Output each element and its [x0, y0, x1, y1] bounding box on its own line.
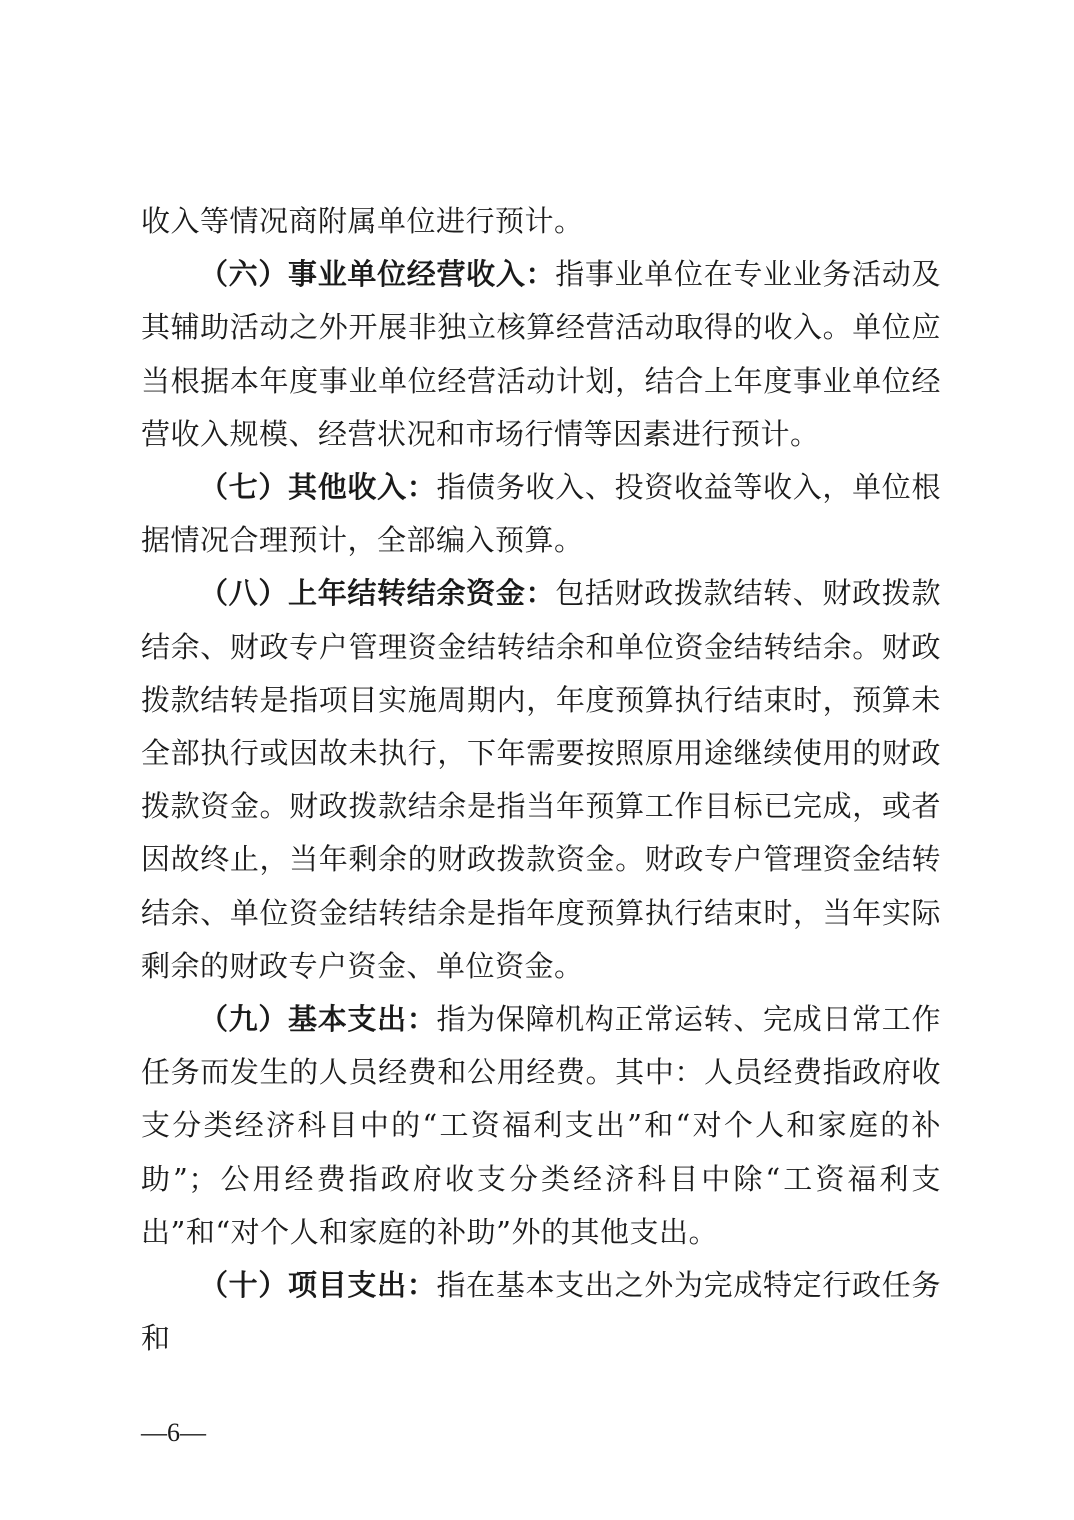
paragraph-label: （十）项目支出： — [199, 1268, 437, 1303]
paragraph-label: （七）其他收入： — [199, 470, 437, 505]
page-number: —6— — [141, 1418, 206, 1447]
document-body — [141, 195, 941, 1365]
paragraph-text: 包括财政拨款结转、财政拨款结余、财政专户管理资金结转结余和单位资金结转结余。财政拨款结转是指项目实施周期内，年度预算执行结束时，预算未全部执行或因故未执行，下年需要按照原用途继续使用的财政拨款资金。财政拨款结余是指当年预算工作目标已完成，或者因故终止，当年剩余的财政拨款资金。财政专户管理资金结转结余、单位资金结转结余是指年度预算执行结束时，当年实际剩余的财政专户资金、单位资金。 — [141, 576, 941, 983]
paragraph-text: 指债务收入、投资收益等收入，单位根据情况合理预计，全部编入预算。 — [141, 470, 941, 558]
paragraph-carryover-funds — [141, 567, 941, 993]
paragraph-label: （六）事业单位经营收入： — [199, 257, 556, 292]
paragraph-other-income — [141, 461, 941, 567]
paragraph-continuation — [141, 195, 941, 248]
paragraph-project-expenditure — [141, 1259, 941, 1365]
paragraph-label: （九）基本支出： — [199, 1002, 437, 1037]
paragraph-label: （八）上年结转结余资金： — [199, 576, 556, 611]
paragraph-basic-expenditure — [141, 993, 941, 1259]
paragraph-text: 指为保障机构正常运转、完成日常工作任务而发生的人员经费和公用经费。其中：人员经费指政府收支分类经济科目中的“工资福利支出”和“对个人和家庭的补助”；公用经费指政府收支分类经济科目中除“工资福利支出”和“对个人和家庭的补助”外的其他支出。 — [141, 1002, 941, 1249]
paragraph-business-income — [141, 248, 941, 461]
paragraph-text: 指在基本支出之外为完成特定行政任务和 — [141, 1268, 941, 1356]
paragraph-text: 收入等情况商附属单位进行预计。 — [141, 204, 584, 238]
paragraph-text: 指事业单位在专业业务活动及其辅助活动之外开展非独立核算经营活动取得的收入。单位应当根据本年度事业单位经营活动计划，结合上年度事业单位经营收入规模、经营状况和市场行情等因素进行预计。 — [141, 257, 941, 451]
